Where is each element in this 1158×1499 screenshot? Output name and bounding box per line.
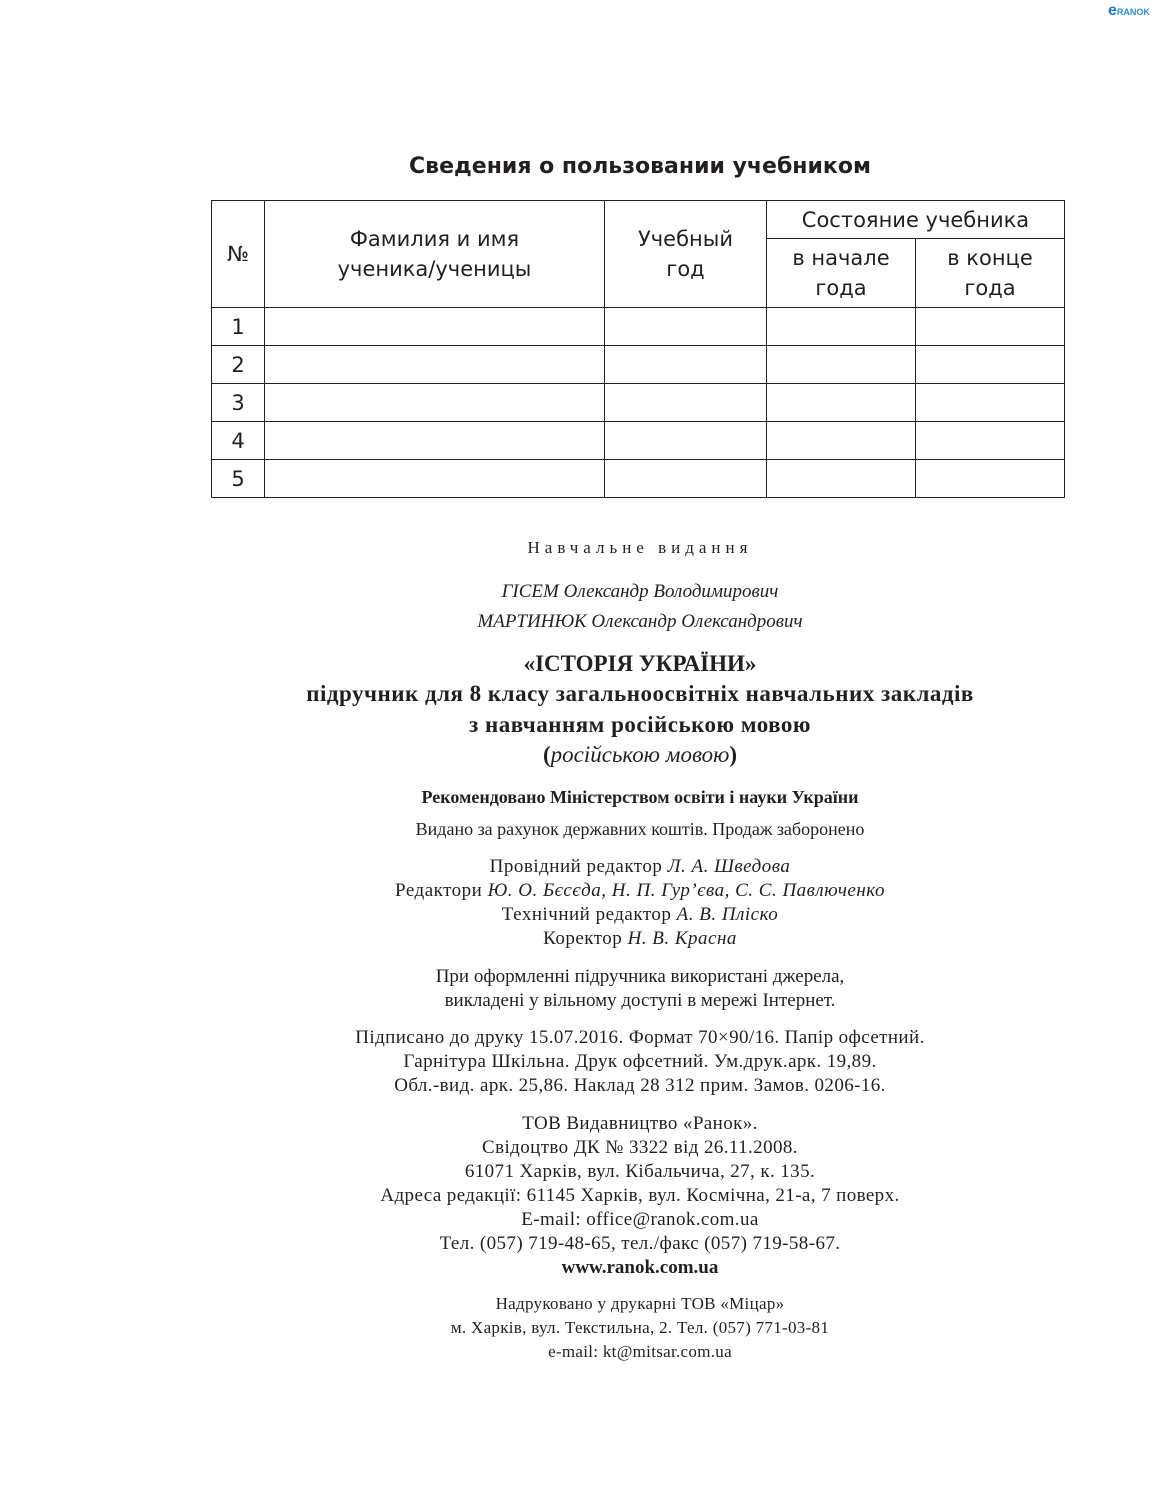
header-end: в конце года xyxy=(916,239,1065,308)
author-line xyxy=(140,580,1140,604)
print-info-line xyxy=(140,1050,1140,1074)
edition-label xyxy=(140,536,1140,560)
text: ГІСЕМ Олександр Володимирович xyxy=(501,581,779,602)
table-row xyxy=(212,308,1065,346)
sources-line xyxy=(140,989,1140,1013)
text: Л. А. Шведова xyxy=(667,856,791,877)
text: e-mail: kt@mitsar.com.ua xyxy=(548,1342,732,1361)
table-row xyxy=(212,422,1065,460)
text: Провідний редактор xyxy=(489,856,668,877)
text: Обл.-вид. арк. 25,86. Наклад 28 312 прим. Замов. 0206-16. xyxy=(394,1075,886,1096)
print-info-line xyxy=(140,1074,1140,1098)
cell-name[interactable] xyxy=(265,460,605,498)
subtitle-line xyxy=(140,713,1140,737)
editor-line xyxy=(140,927,1140,951)
cell-start[interactable] xyxy=(767,460,916,498)
text: Н. В. Красна xyxy=(627,928,737,949)
ranok-logo: eRANOK xyxy=(1108,2,1150,19)
subtitle-line xyxy=(140,682,1140,706)
text: з навчанням російською мовою xyxy=(468,712,812,737)
text: Видано за рахунок державних коштів. Продаж заборонено xyxy=(415,819,865,839)
cell-year[interactable] xyxy=(605,308,767,346)
text: При оформленні підручника використані джерела, xyxy=(435,966,845,987)
text: www.ranok.com.ua xyxy=(561,1257,719,1278)
author-line xyxy=(140,610,1140,634)
recommended-line xyxy=(140,785,1140,809)
cell-end[interactable] xyxy=(916,308,1065,346)
text: Технічний редактор xyxy=(501,904,677,925)
text: ТОВ Видавництво «Ранок». xyxy=(522,1113,758,1134)
row-number: 1 xyxy=(212,308,265,346)
header-state: Состояние учебника xyxy=(767,201,1065,239)
print-info-line xyxy=(140,1026,1140,1050)
editor-line xyxy=(140,879,1140,903)
cell-name[interactable] xyxy=(265,384,605,422)
cell-start[interactable] xyxy=(767,308,916,346)
cell-name[interactable] xyxy=(265,308,605,346)
cell-end[interactable] xyxy=(916,346,1065,384)
text: Коректор xyxy=(543,928,628,949)
text: м. Харків, вул. Текстильна, 2. Тел. (057) 771-03-81 xyxy=(450,1318,830,1337)
publisher-line xyxy=(140,1232,1140,1256)
row-number: 3 xyxy=(212,384,265,422)
text: Адреса редакції: 61145 Харків, вул. Космічна, 21-а, 7 поверх. xyxy=(380,1185,900,1206)
text: Тел. (057) 719-48-65, тел./факс (057) 719-58-67. xyxy=(439,1233,841,1254)
text: Редактори xyxy=(395,880,488,901)
cell-year[interactable] xyxy=(605,460,767,498)
book-title xyxy=(140,652,1140,676)
publisher-line xyxy=(140,1160,1140,1184)
publisher-line xyxy=(140,1184,1140,1208)
publisher-line xyxy=(140,1112,1140,1136)
language-line xyxy=(140,743,1140,767)
website-link xyxy=(140,1256,1140,1280)
table-row xyxy=(212,460,1065,498)
editor-line xyxy=(140,903,1140,927)
header-start: в начале года xyxy=(767,239,916,308)
cell-name[interactable] xyxy=(265,422,605,460)
header-number: № xyxy=(212,201,265,308)
cell-year[interactable] xyxy=(605,422,767,460)
cell-start[interactable] xyxy=(767,384,916,422)
text: Рекомендовано Міністерством освіти і науки України xyxy=(421,787,859,807)
publisher-line xyxy=(140,1136,1140,1160)
cell-start[interactable] xyxy=(767,346,916,384)
row-number: 4 xyxy=(212,422,265,460)
text: російською мовою xyxy=(550,742,730,767)
row-number: 2 xyxy=(212,346,265,384)
row-number: 5 xyxy=(212,460,265,498)
cell-end[interactable] xyxy=(916,384,1065,422)
text: підручник для 8 класу загальноосвітніх навчальних закладів xyxy=(306,681,974,706)
editor-line xyxy=(140,855,1140,879)
cell-start[interactable] xyxy=(767,422,916,460)
text: Гарнітура Шкільна. Друк офсетний. Ум.друк.арк. 19,89. xyxy=(403,1051,877,1072)
text: 61071 Харків, вул. Кібальчича, 27, к. 135. xyxy=(464,1161,816,1182)
header-name: Фамилия и имя ученика/ученицы xyxy=(265,201,605,308)
header-year: Учебный год xyxy=(605,201,767,308)
funded-line xyxy=(140,817,1140,841)
usage-table xyxy=(211,200,1065,498)
cell-name[interactable] xyxy=(265,346,605,384)
text: «ІСТОРІЯ УКРАЇНИ» xyxy=(523,651,757,676)
text: Підписано до друку 15.07.2016. Формат 70×90/16. Папір офсетний. xyxy=(355,1027,925,1048)
text: ) xyxy=(729,742,738,767)
cell-year[interactable] xyxy=(605,384,767,422)
cell-end[interactable] xyxy=(916,460,1065,498)
text: Надруковано у друкарні ТОВ «Міцар» xyxy=(495,1294,785,1313)
cell-end[interactable] xyxy=(916,422,1065,460)
text: ( xyxy=(542,742,551,767)
sources-line xyxy=(140,965,1140,989)
text: Навчальне видання xyxy=(527,538,753,557)
table-row xyxy=(212,384,1065,422)
printer-line xyxy=(140,1292,1140,1316)
text: Ю. О. Бєсєда, Н. П. Гур’єва, С. С. Павлюченко xyxy=(487,880,885,901)
page-title: Сведения о пользовании учебником xyxy=(409,154,871,179)
printer-line xyxy=(140,1316,1140,1340)
printer-line xyxy=(140,1340,1140,1364)
text: А. В. Пліско xyxy=(676,904,779,925)
text: E-mail: office@ranok.com.ua xyxy=(521,1209,759,1230)
text: Свідоцтво ДК № 3322 від 26.11.2008. xyxy=(482,1137,798,1158)
table-row xyxy=(212,346,1065,384)
text: МАРТИНЮК Олександр Олександрович xyxy=(477,611,803,632)
text: викладені у вільному доступі в мережі Інтернет. xyxy=(444,990,836,1011)
publisher-line xyxy=(140,1208,1140,1232)
cell-year[interactable] xyxy=(605,346,767,384)
